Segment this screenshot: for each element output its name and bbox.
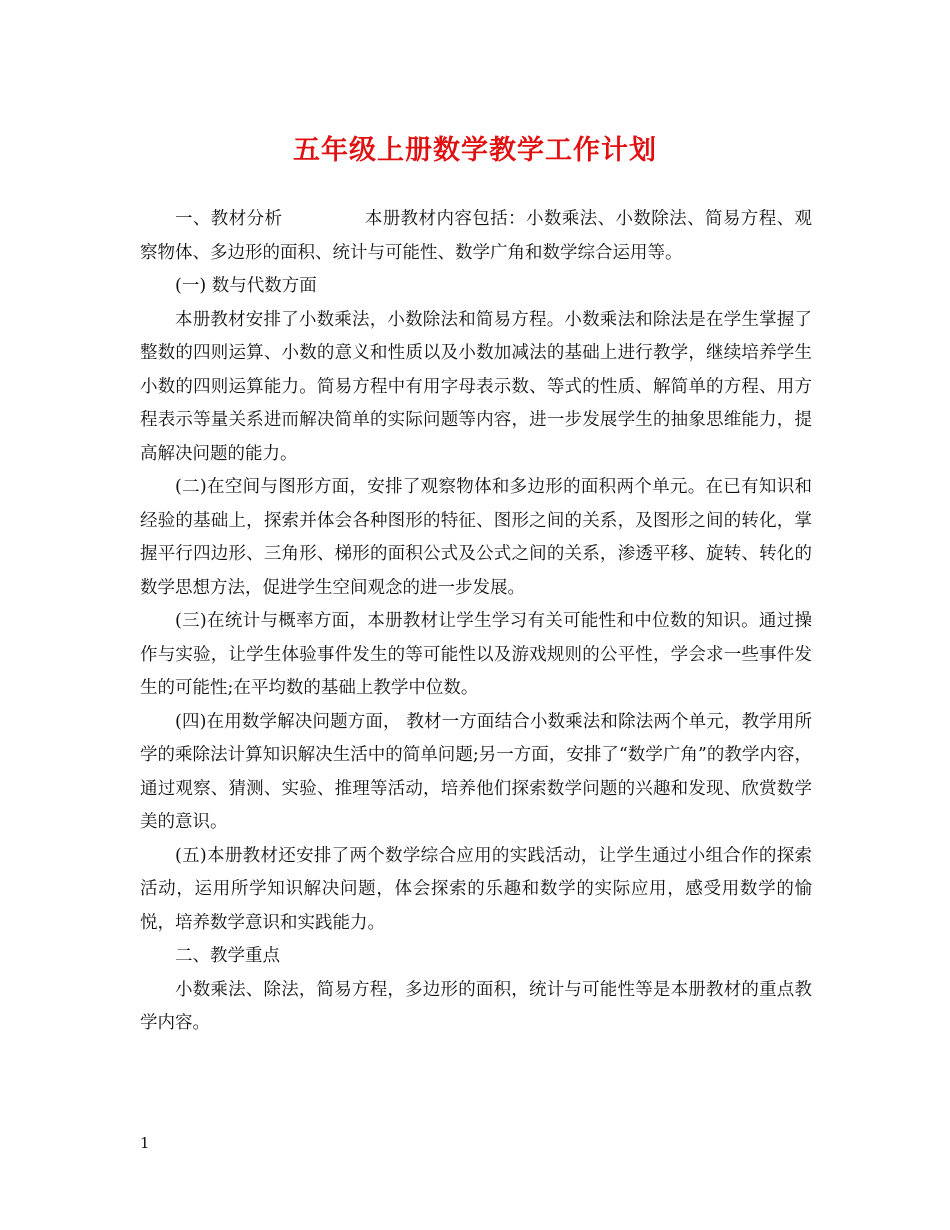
section2-body: 小数乘法、除法，简易方程，多边形的面积，统计与可能性等是本册教材的重点教学内容。 (140, 979, 812, 1033)
section1-intro: 本册教材内容包括：小数乘法、小数除法、简易方程、观察物体、多边形的面积、统计与可能性、数学广角和数学综合运用等。 (140, 209, 813, 263)
sub3-paragraph: (三)在统计与概率方面，本册教材让学生学习有关可能性和中位数的知识。通过操作与实验，让学生体验事件发生的等可能性以及游戏规则的公平性，学会求一些事件发生的可能性;在平均数的基础上教学中位数。 (140, 611, 812, 698)
section1-paragraph (140, 203, 812, 270)
sub1-body: 本册教材安排了小数乘法，小数除法和简易方程。小数乘法和除法是在学生掌握了整数的四则运算、小数的意义和性质以及小数加减法的基础上进行教学，继续培养学生小数的四则运算能力。简易方程中有用字母表示数、等式的性质、解简单的方程、用方程表示等量关系进而解决简单的实际问题等内容，进一步发展学生的抽象思维能力，提高解决问题的能力。 (140, 309, 812, 464)
sub1-heading: (一) 数与代数方面 (175, 276, 317, 296)
sub5-paragraph: (五)本册教材还安排了两个数学综合应用的实践活动，让学生通过小组合作的探索活动，运用所学知识解决问题，体会探索的乐趣和数学的实际应用，感受用数学的愉悦，培养数学意识和实践能力。 (140, 845, 812, 933)
section2-heading: 二、教学重点 (175, 946, 280, 966)
sub2-paragraph: (二)在空间与图形方面，安排了观察物体和多边形的面积两个单元。在已有知识和经验的基础上，探索并体会各种图形的特征、图形之间的关系，及图形之间的转化，掌握平行四边形、三角形、梯形的面积公式及公式之间的关系，渗透平移、旋转、转化的数学思想方法，促进学生空间观念的进一步发展。 (140, 477, 812, 598)
section1-heading: 一、教材分析 (175, 209, 283, 229)
document-title: 五年级上册数学教学工作计划 (293, 135, 657, 166)
document-body (140, 203, 812, 1041)
page-number: 1 (140, 1134, 150, 1152)
sub4-paragraph: (四)在用数学解决问题方面， 教材一方面结合小数乘法和除法两个单元，教学用所学的乘除法计算知识解决生活中的简单问题;另一方面，安排了“数学广角”的教学内容，通过观察、猜测、实验、推理等活动，培养他们探索数学问题的兴趣和发现、欣赏数学美的意识。 (140, 711, 812, 832)
